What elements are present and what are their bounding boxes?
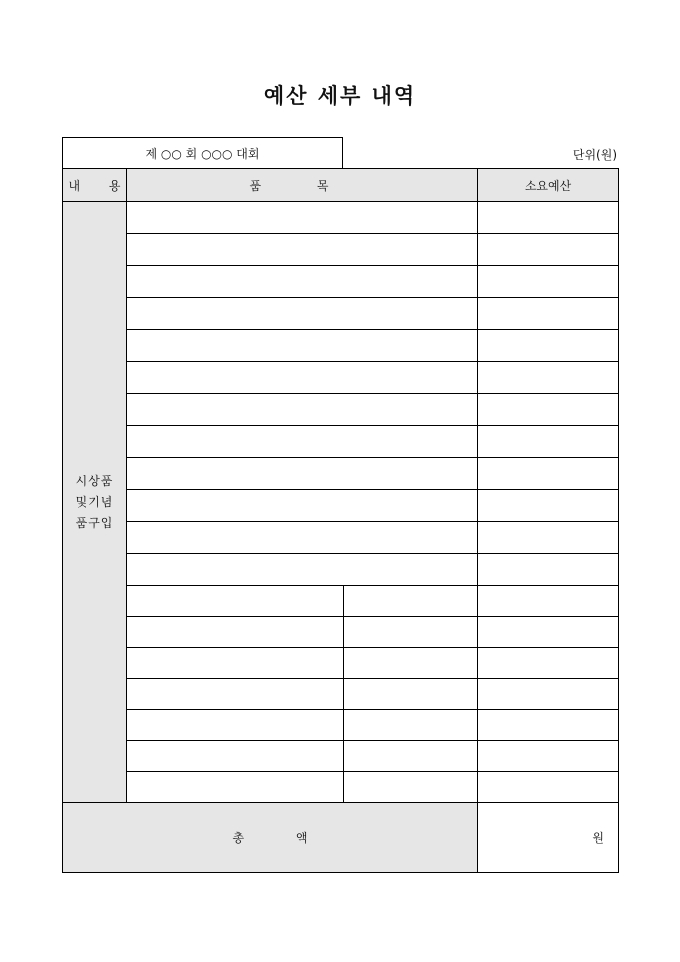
table-row	[63, 266, 619, 298]
total-row	[63, 803, 619, 873]
item-cell[interactable]	[127, 522, 478, 554]
budget-cell[interactable]	[478, 710, 619, 741]
category-cell: 시상품 및기념 품구입	[63, 202, 127, 803]
budget-cell[interactable]	[478, 741, 619, 772]
budget-table	[62, 168, 619, 873]
budget-cell[interactable]	[478, 490, 619, 522]
table-header-row	[63, 169, 619, 202]
table-row	[63, 490, 619, 522]
detail-cell[interactable]	[344, 772, 478, 803]
unit-label: 단위(원)	[572, 148, 617, 162]
table-row	[63, 426, 619, 458]
table-row	[63, 710, 619, 741]
budget-cell[interactable]	[478, 772, 619, 803]
item-cell[interactable]	[127, 648, 344, 679]
item-cell[interactable]	[127, 617, 344, 648]
budget-cell[interactable]	[478, 426, 619, 458]
detail-cell[interactable]	[344, 710, 478, 741]
table-row	[63, 202, 619, 234]
item-cell[interactable]	[127, 586, 344, 617]
budget-cell[interactable]	[478, 362, 619, 394]
item-cell[interactable]	[127, 362, 478, 394]
detail-cell[interactable]	[344, 741, 478, 772]
page-title: 예산 세부 내역	[263, 83, 417, 108]
total-label: 총 액	[63, 803, 478, 873]
item-cell[interactable]	[127, 394, 478, 426]
item-cell[interactable]	[127, 330, 478, 362]
table-row	[63, 741, 619, 772]
budget-cell[interactable]	[478, 266, 619, 298]
event-name: 제 ○○ 회 ○○○ 대회	[145, 146, 260, 161]
item-cell[interactable]	[127, 202, 478, 234]
detail-cell[interactable]	[344, 617, 478, 648]
item-cell[interactable]	[127, 426, 478, 458]
budget-cell[interactable]	[478, 617, 619, 648]
table-row	[63, 394, 619, 426]
table-row	[63, 522, 619, 554]
item-cell[interactable]	[127, 554, 478, 586]
item-cell[interactable]	[127, 710, 344, 741]
table-row	[63, 617, 619, 648]
item-cell[interactable]	[127, 490, 478, 522]
budget-cell[interactable]	[478, 394, 619, 426]
table-row	[63, 234, 619, 266]
total-amount-cell[interactable]: 원	[478, 803, 619, 873]
header-item: 품 목	[127, 169, 478, 202]
budget-cell[interactable]	[478, 648, 619, 679]
item-cell[interactable]	[127, 266, 478, 298]
header-budget: 소요예산	[478, 169, 619, 202]
table-row	[63, 648, 619, 679]
table-row	[63, 772, 619, 803]
detail-cell[interactable]	[344, 679, 478, 710]
detail-cell[interactable]	[344, 648, 478, 679]
detail-cell[interactable]	[344, 586, 478, 617]
table-row	[63, 362, 619, 394]
budget-cell[interactable]	[478, 234, 619, 266]
budget-cell[interactable]	[478, 458, 619, 490]
budget-cell[interactable]	[478, 202, 619, 234]
budget-cell[interactable]	[478, 298, 619, 330]
item-cell[interactable]	[127, 458, 478, 490]
budget-cell[interactable]	[478, 330, 619, 362]
table-row	[63, 554, 619, 586]
table-row	[63, 679, 619, 710]
table-row	[63, 586, 619, 617]
budget-cell[interactable]	[478, 679, 619, 710]
budget-cell[interactable]	[478, 522, 619, 554]
budget-cell[interactable]	[478, 554, 619, 586]
item-cell[interactable]	[127, 741, 344, 772]
table-row	[63, 330, 619, 362]
budget-cell[interactable]	[478, 586, 619, 617]
header-content: 내 용	[63, 169, 127, 202]
item-cell[interactable]	[127, 234, 478, 266]
event-name-box	[62, 137, 343, 168]
table-row	[63, 458, 619, 490]
item-cell[interactable]	[127, 679, 344, 710]
item-cell[interactable]	[127, 298, 478, 330]
table-row	[63, 298, 619, 330]
item-cell[interactable]	[127, 772, 344, 803]
